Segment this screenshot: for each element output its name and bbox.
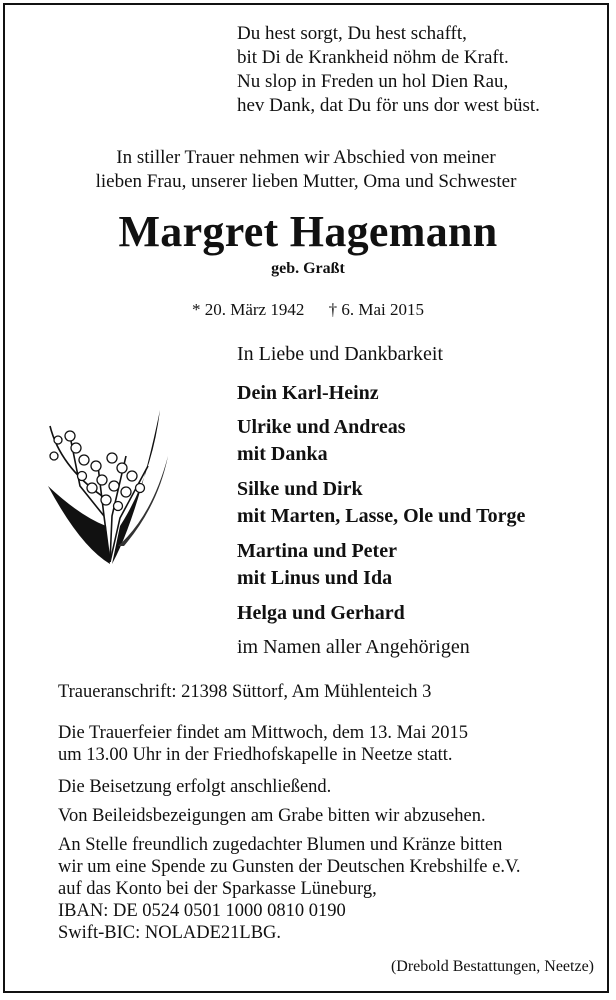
intro-text [0,146,612,194]
donation-line: wir um eine Spende zu Gunsten der Deutschen Krebshilfe e.V. [58,857,521,877]
poem-line: bit Di de Krankheid nöhm de Kraft. [237,47,509,68]
mourner-group [237,414,406,468]
donation-line: IBAN: DE 0524 0501 1000 0810 0190 [58,901,346,921]
mourning-address: Traueranschrift: 21398 Süttorf, Am Mühlenteich 3 [58,682,432,702]
mourner-group [237,380,379,407]
intro-line: In stiller Trauer nehmen wir Abschied von meiner [116,147,496,168]
mourners-opening: In Liebe und Dankbarkeit [237,343,444,365]
poem-line: hev Dank, dat Du för uns dor west büst. [237,95,540,116]
condolence-note: Von Beileidsbezeigungen am Grabe bitten wir abzusehen. [58,806,486,826]
mourner-line: Martina und Peter [237,540,397,562]
mourner-line: mit Danka [237,443,328,465]
lily-of-the-valley-icon [40,396,170,566]
donation-line: auf das Konto bei der Sparkasse Lüneburg, [58,879,377,899]
ceremony-info [58,722,468,766]
death-date: † 6. Mai 2015 [328,300,424,319]
mourners-closing: im Namen aller Angehörigen [237,636,470,658]
donation-line: Swift-BIC: NOLADE21LBG. [58,923,282,943]
poem [237,22,540,118]
mourner-group [237,538,397,592]
deceased-name: Margret Hagemann [118,207,498,256]
funeral-home-credit: (Drebold Bestattungen, Neetze) [390,958,594,975]
poem-line: Nu slop in Freden un hol Dien Rau, [237,71,509,92]
mourner-line: Dein Karl-Heinz [237,382,379,404]
mourner-line: Silke und Dirk [237,478,363,500]
birth-name: geb. Graßt [271,260,345,277]
life-dates [0,300,616,320]
donation-line: An Stelle freundlich zugedachter Blumen und Kränze bitten [58,835,503,855]
mourner-line: mit Marten, Lasse, Ole und Torge [237,505,526,527]
ceremony-line: um 13.00 Uhr in der Friedhofskapelle in Neetze statt. [58,745,453,765]
ceremony-line: Die Trauerfeier findet am Mittwoch, dem 13. Mai 2015 [58,723,468,743]
mourner-line: Ulrike und Andreas [237,416,406,438]
mourner-group [237,476,525,530]
mourner-line: Helga und Gerhard [237,602,405,624]
poem-line: Du hest sorgt, Du hest schafft, [237,23,467,44]
mourner-group [237,600,405,627]
burial-info: Die Beisetzung erfolgt anschließend. [58,777,332,797]
intro-line: lieben Frau, unserer lieben Mutter, Oma und Schwester [95,171,517,192]
mourner-line: mit Linus und Ida [237,567,393,589]
donation-info [58,834,521,944]
birth-date: * 20. März 1942 [191,300,305,319]
